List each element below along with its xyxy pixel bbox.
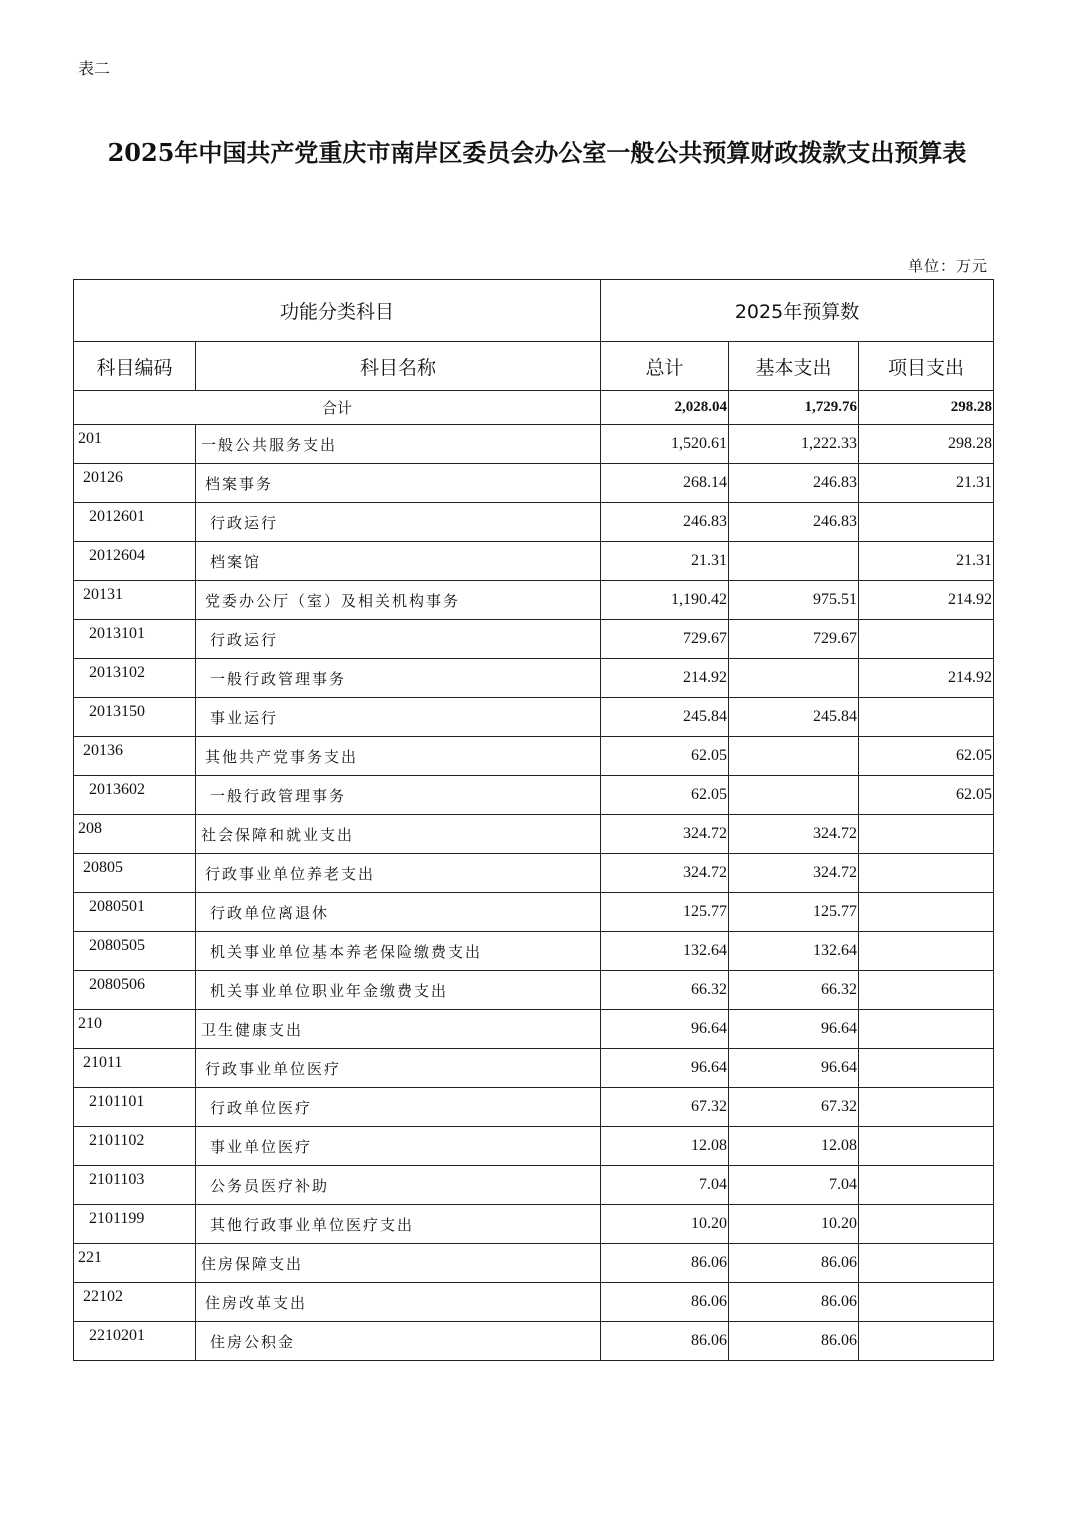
row-project [859,1244,994,1283]
row-code: 20136 [74,737,196,776]
row-name: 住房公积金 [196,1322,601,1361]
row-code: 201 [74,425,196,464]
row-name: 其他行政事业单位医疗支出 [196,1205,601,1244]
row-total: 245.84 [601,698,729,737]
row-project [859,1322,994,1361]
row-name: 一般行政管理事务 [196,776,601,815]
row-basic: 1,222.33 [729,425,859,464]
table-row [74,1283,994,1322]
row-basic: 729.67 [729,620,859,659]
row-project: 21.31 [859,542,994,581]
row-name: 档案事务 [196,464,601,503]
table-row [74,815,994,854]
row-basic [729,542,859,581]
row-total: 268.14 [601,464,729,503]
row-name: 行政单位医疗 [196,1088,601,1127]
table-label: 表二 [78,59,111,78]
row-project [859,932,994,971]
row-basic: 66.32 [729,971,859,1010]
row-total: 86.06 [601,1244,729,1283]
row-total: 62.05 [601,776,729,815]
row-name: 公务员医疗补助 [196,1166,601,1205]
project-column-header: 项目支出 [859,342,994,391]
table-row [74,503,994,542]
row-project [859,893,994,932]
table-row [74,737,994,776]
row-basic: 10.20 [729,1205,859,1244]
row-project: 298.28 [859,425,994,464]
table-row [74,1088,994,1127]
row-name: 住房保障支出 [196,1244,601,1283]
row-code: 20131 [74,581,196,620]
row-total: 1,190.42 [601,581,729,620]
row-name: 党委办公厅（室）及相关机构事务 [196,581,601,620]
table-row [74,542,994,581]
unit-label: 单位：万元 [907,257,988,275]
row-code: 2013101 [74,620,196,659]
row-code: 20805 [74,854,196,893]
row-project [859,1049,994,1088]
row-basic: 324.72 [729,854,859,893]
row-basic [729,776,859,815]
row-name: 其他共产党事务支出 [196,737,601,776]
row-name: 行政事业单位医疗 [196,1049,601,1088]
row-basic: 7.04 [729,1166,859,1205]
total-basic-amount: 1,729.76 [729,391,859,425]
row-project [859,1166,994,1205]
total-label: 合计 [74,391,601,425]
total-column-header: 总计 [601,342,729,391]
row-name: 行政单位离退休 [196,893,601,932]
table-row [74,1010,994,1049]
row-total: 62.05 [601,737,729,776]
table-row [74,971,994,1010]
table-row [74,581,994,620]
table-row [74,659,994,698]
row-code: 221 [74,1244,196,1283]
row-basic: 246.83 [729,464,859,503]
row-project [859,1010,994,1049]
row-project [859,1205,994,1244]
name-column-header: 科目名称 [196,342,601,391]
row-code: 21011 [74,1049,196,1088]
row-project: 21.31 [859,464,994,503]
row-basic: 86.06 [729,1322,859,1361]
row-name: 卫生健康支出 [196,1010,601,1049]
row-project: 62.05 [859,737,994,776]
row-code: 22102 [74,1283,196,1322]
row-code: 210 [74,1010,196,1049]
row-basic: 975.51 [729,581,859,620]
row-total: 1,520.61 [601,425,729,464]
row-project [859,620,994,659]
row-code: 2013150 [74,698,196,737]
row-total: 10.20 [601,1205,729,1244]
row-code: 208 [74,815,196,854]
table-row [74,854,994,893]
row-total: 86.06 [601,1283,729,1322]
code-column-header: 科目编码 [74,342,196,391]
row-total: 66.32 [601,971,729,1010]
row-total: 324.72 [601,854,729,893]
table-row [74,932,994,971]
row-basic: 96.64 [729,1010,859,1049]
table-group-header-row [74,280,994,342]
row-basic: 245.84 [729,698,859,737]
row-project: 214.92 [859,581,994,620]
row-name: 档案馆 [196,542,601,581]
row-total: 12.08 [601,1127,729,1166]
table-row [74,1049,994,1088]
row-name: 事业单位医疗 [196,1127,601,1166]
row-project [859,854,994,893]
table-row [74,1322,994,1361]
row-code: 2080505 [74,932,196,971]
table-row [74,1205,994,1244]
basic-column-header: 基本支出 [729,342,859,391]
row-basic: 96.64 [729,1049,859,1088]
row-project [859,1283,994,1322]
table-body [74,391,994,1361]
row-project [859,698,994,737]
total-project-amount: 298.28 [859,391,994,425]
row-total: 324.72 [601,815,729,854]
table-row [74,1166,994,1205]
row-name: 行政事业单位养老支出 [196,854,601,893]
table-column-header-row [74,342,994,391]
total-row [74,391,994,425]
row-basic: 324.72 [729,815,859,854]
row-basic [729,659,859,698]
row-total: 125.77 [601,893,729,932]
table-row [74,893,994,932]
row-project [859,1127,994,1166]
row-basic: 67.32 [729,1088,859,1127]
row-code: 2013602 [74,776,196,815]
row-project: 62.05 [859,776,994,815]
row-code: 2080501 [74,893,196,932]
row-total: 132.64 [601,932,729,971]
row-name: 行政运行 [196,620,601,659]
row-code: 2012601 [74,503,196,542]
row-name: 机关事业单位职业年金缴费支出 [196,971,601,1010]
row-project [859,971,994,1010]
row-basic: 86.06 [729,1244,859,1283]
row-total: 21.31 [601,542,729,581]
row-name: 事业运行 [196,698,601,737]
row-code: 2080506 [74,971,196,1010]
row-total: 96.64 [601,1049,729,1088]
page-title: 2025年中国共产党重庆市南岸区委员会办公室一般公共预算财政拨款支出预算表 [107,138,967,167]
table-row [74,1244,994,1283]
table-row [74,620,994,659]
table-row [74,698,994,737]
row-project [859,503,994,542]
row-code: 2101102 [74,1127,196,1166]
row-project [859,815,994,854]
row-name: 机关事业单位基本养老保险缴费支出 [196,932,601,971]
row-name: 一般公共服务支出 [196,425,601,464]
row-basic: 246.83 [729,503,859,542]
row-total: 246.83 [601,503,729,542]
table-row [74,425,994,464]
row-total: 96.64 [601,1010,729,1049]
table-row [74,1127,994,1166]
budget-table [73,279,994,1361]
row-project: 214.92 [859,659,994,698]
row-basic: 86.06 [729,1283,859,1322]
row-name: 住房改革支出 [196,1283,601,1322]
row-code: 2101101 [74,1088,196,1127]
row-basic: 12.08 [729,1127,859,1166]
row-total: 7.04 [601,1166,729,1205]
row-name: 社会保障和就业支出 [196,815,601,854]
row-total: 729.67 [601,620,729,659]
table-row [74,776,994,815]
row-name: 一般行政管理事务 [196,659,601,698]
row-code: 20126 [74,464,196,503]
row-code: 2210201 [74,1322,196,1361]
row-project [859,1088,994,1127]
row-basic: 125.77 [729,893,859,932]
functional-category-header: 功能分类科目 [74,280,601,342]
row-basic: 132.64 [729,932,859,971]
row-total: 86.06 [601,1322,729,1361]
row-code: 2013102 [74,659,196,698]
budget-year-header: 2025年预算数 [601,280,994,342]
row-name: 行政运行 [196,503,601,542]
row-code: 2101103 [74,1166,196,1205]
row-total: 214.92 [601,659,729,698]
total-amount: 2,028.04 [601,391,729,425]
row-code: 2012604 [74,542,196,581]
row-basic [729,737,859,776]
row-code: 2101199 [74,1205,196,1244]
table-row [74,464,994,503]
row-total: 67.32 [601,1088,729,1127]
